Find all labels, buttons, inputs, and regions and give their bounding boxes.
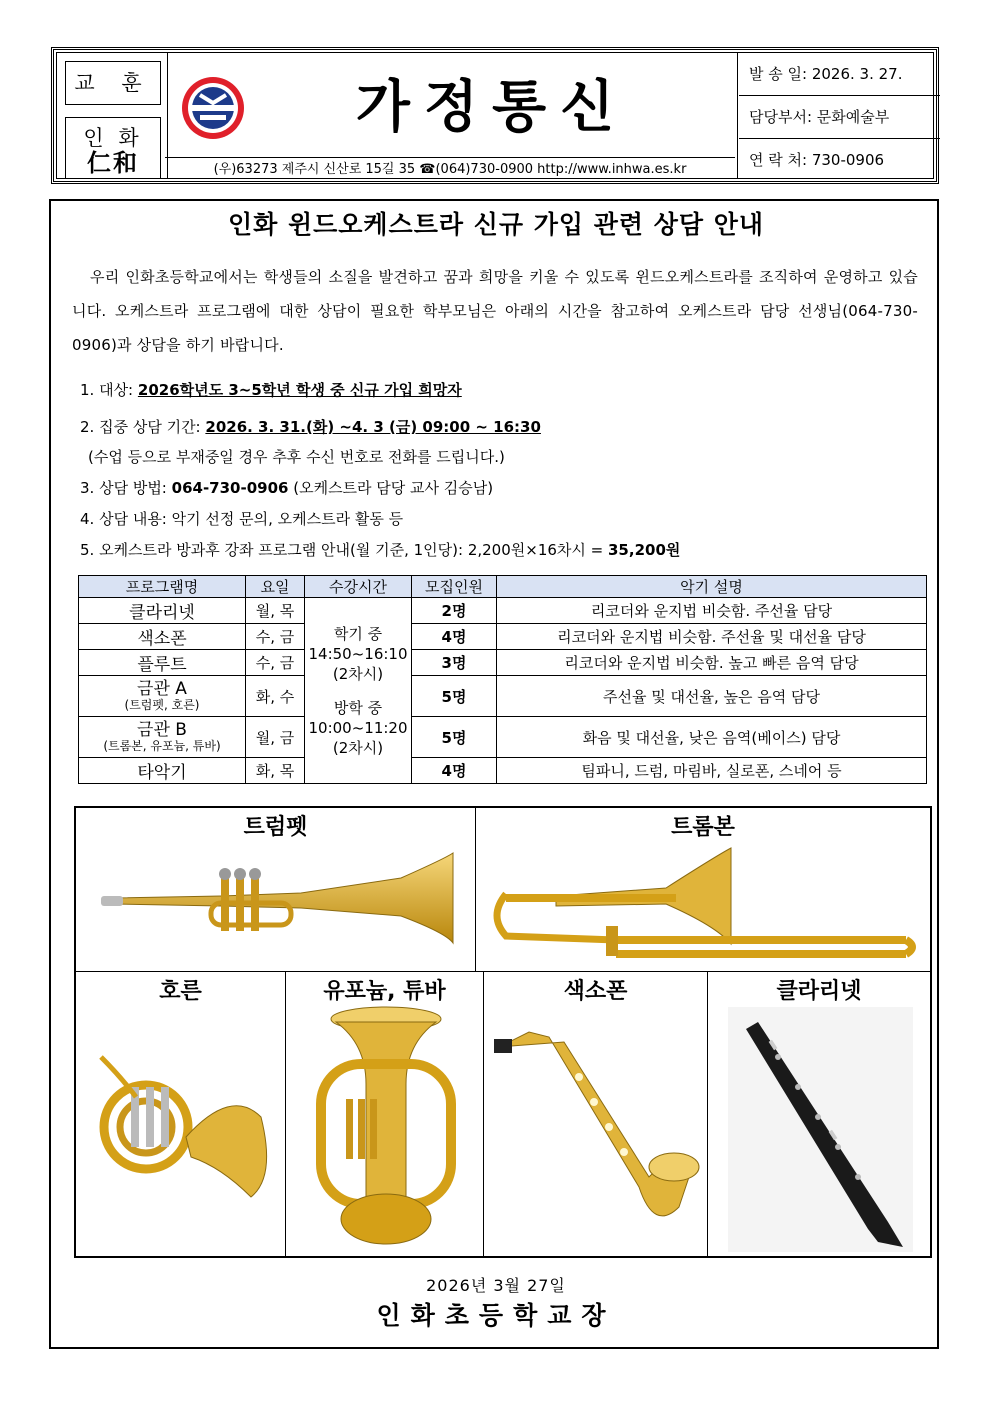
th-time: 수강시간 [305, 576, 412, 598]
contact: 연 락 처: 730-0906 [749, 151, 885, 169]
phone-number: 064-730-0906 [171, 479, 289, 497]
motto-hanja: 仁和 [87, 148, 139, 177]
program-table [78, 575, 927, 784]
fee-value: 35,200원 [608, 541, 681, 559]
item-method: 3. 상담 방법: 064-730-0906 (오케스트라 담당 교사 김승남) [80, 479, 494, 497]
euphonium-tuba-label: 유포늄, 튜바 [323, 979, 446, 1004]
th-desc: 악기 설명 [497, 576, 927, 598]
issue-date: 2026년 3월 27일 [426, 1276, 566, 1295]
school-address: (우)63273 제주시 신산로 15길 35 ☎(064)730-0900 http://www.inhwa.es.kr [165, 157, 735, 181]
document-title: 인화 윈드오케스트라 신규 가입 관련 상담 안내 [227, 210, 765, 239]
principal-signature: 인화초등학교장 [376, 1301, 616, 1330]
period-value: 2026. 3. 31.(화) ~4. 3 (금) 09:00 ~ 16:30 [205, 418, 541, 436]
table-row: 플루트 수, 금 3명 리코더와 운지법 비슷함. 높고 빠른 음역 담당 [79, 650, 927, 676]
school-logo [180, 75, 246, 141]
newsletter-title: 가정통신 [355, 74, 629, 140]
saxophone-image [489, 1017, 704, 1252]
clarinet-label: 클라리넷 [776, 979, 862, 1004]
intro-paragraph: 우리 인화초등학교에서는 학생들의 소질을 발견하고 꿈과 희망을 키울 수 있도록 윈드오케스트라를 조직하여 운영하고 있습니다. 오케스트라 프로그램에 대한 상담이 필요한 학부모님은 아래의 시간을 참고하여 오케스트라 담당 선생님(064-730-0906)과 상담을 하기 바랍니다. [72, 268, 918, 354]
trumpet-cell [76, 808, 476, 972]
euphonium-tuba-cell [286, 972, 484, 1256]
table-row: 금관 B (트롬본, 유포늄, 튜바) 월, 금 5명 화음 및 대선율, 낮은 음역(베이스) 담당 [79, 717, 927, 758]
saxophone-cell [484, 972, 708, 1256]
item-period-note: (수업 등으로 부재중일 경우 추후 수신 번호로 전화를 드립니다.) [88, 448, 505, 466]
th-count: 모집인원 [412, 576, 497, 598]
table-row: 클라리넷 월, 목 학기 중 14:50~16:10 (2차시) 방학 중 10:00~11:20 (2차시) 2명 리코더와 운지법 비슷함. 주선율 담당 [79, 598, 927, 624]
saxophone-label: 색소폰 [563, 979, 628, 1004]
send-date: 발 송 일: 2026. 3. 27. [739, 53, 940, 96]
th-name: 프로그램명 [79, 576, 246, 598]
horn-cell [76, 972, 286, 1256]
trumpet-image [101, 848, 466, 958]
table-header [79, 576, 927, 598]
trombone-label: 트롬본 [671, 815, 735, 840]
horn-image [91, 1017, 276, 1247]
department: 담당부서: 문화예술부 [739, 96, 940, 139]
target-value: 2026학년도 3~5학년 학생 중 신규 가입 희망자 [137, 381, 462, 399]
trumpet-label: 트럼펫 [243, 815, 308, 840]
motto-label: 교 훈 [65, 61, 161, 105]
clarinet-image [728, 1007, 913, 1252]
item-content: 4. 상담 내용: 악기 선정 문의, 오케스트라 활동 등 [80, 510, 404, 528]
table-row: 타악기 화, 목 4명 팀파니, 드럼, 마림바, 실로폰, 스네어 등 [79, 758, 927, 784]
item-target: 1. 대상: 2026학년도 3~5학년 학생 중 신규 가입 희망자 [80, 381, 462, 399]
motto-value [65, 117, 161, 179]
time-cell: 학기 중 14:50~16:10 (2차시) 방학 중 10:00~11:20 (2차시) [305, 598, 412, 784]
trombone-image [486, 846, 921, 966]
motto-korean: 인 화 [83, 126, 143, 150]
table-row: 색소폰 수, 금 4명 리코더와 운지법 비슷함. 주선율 및 대선율 담당 [79, 624, 927, 650]
trombone-cell [476, 808, 930, 972]
instrument-gallery [74, 806, 932, 1258]
th-day: 요일 [246, 576, 305, 598]
tuba-image [306, 1004, 466, 1254]
item-fee: 5. 오케스트라 방과후 강좌 프로그램 안내(월 기준, 1인당): 2,200원×16차시 = 35,200원 [80, 541, 681, 559]
item-period: 2. 집중 상담 기간: 2026. 3. 31.(화) ~4. 3 (금) 09:00 ~ 16:30 [80, 418, 541, 436]
newsletter-header [51, 47, 939, 184]
table-row: 금관 A (트럼펫, 호른) 화, 수 5명 주선율 및 대선율, 높은 음역 담당 [79, 676, 927, 717]
clarinet-cell [708, 972, 930, 1256]
horn-label: 호른 [159, 979, 202, 1004]
